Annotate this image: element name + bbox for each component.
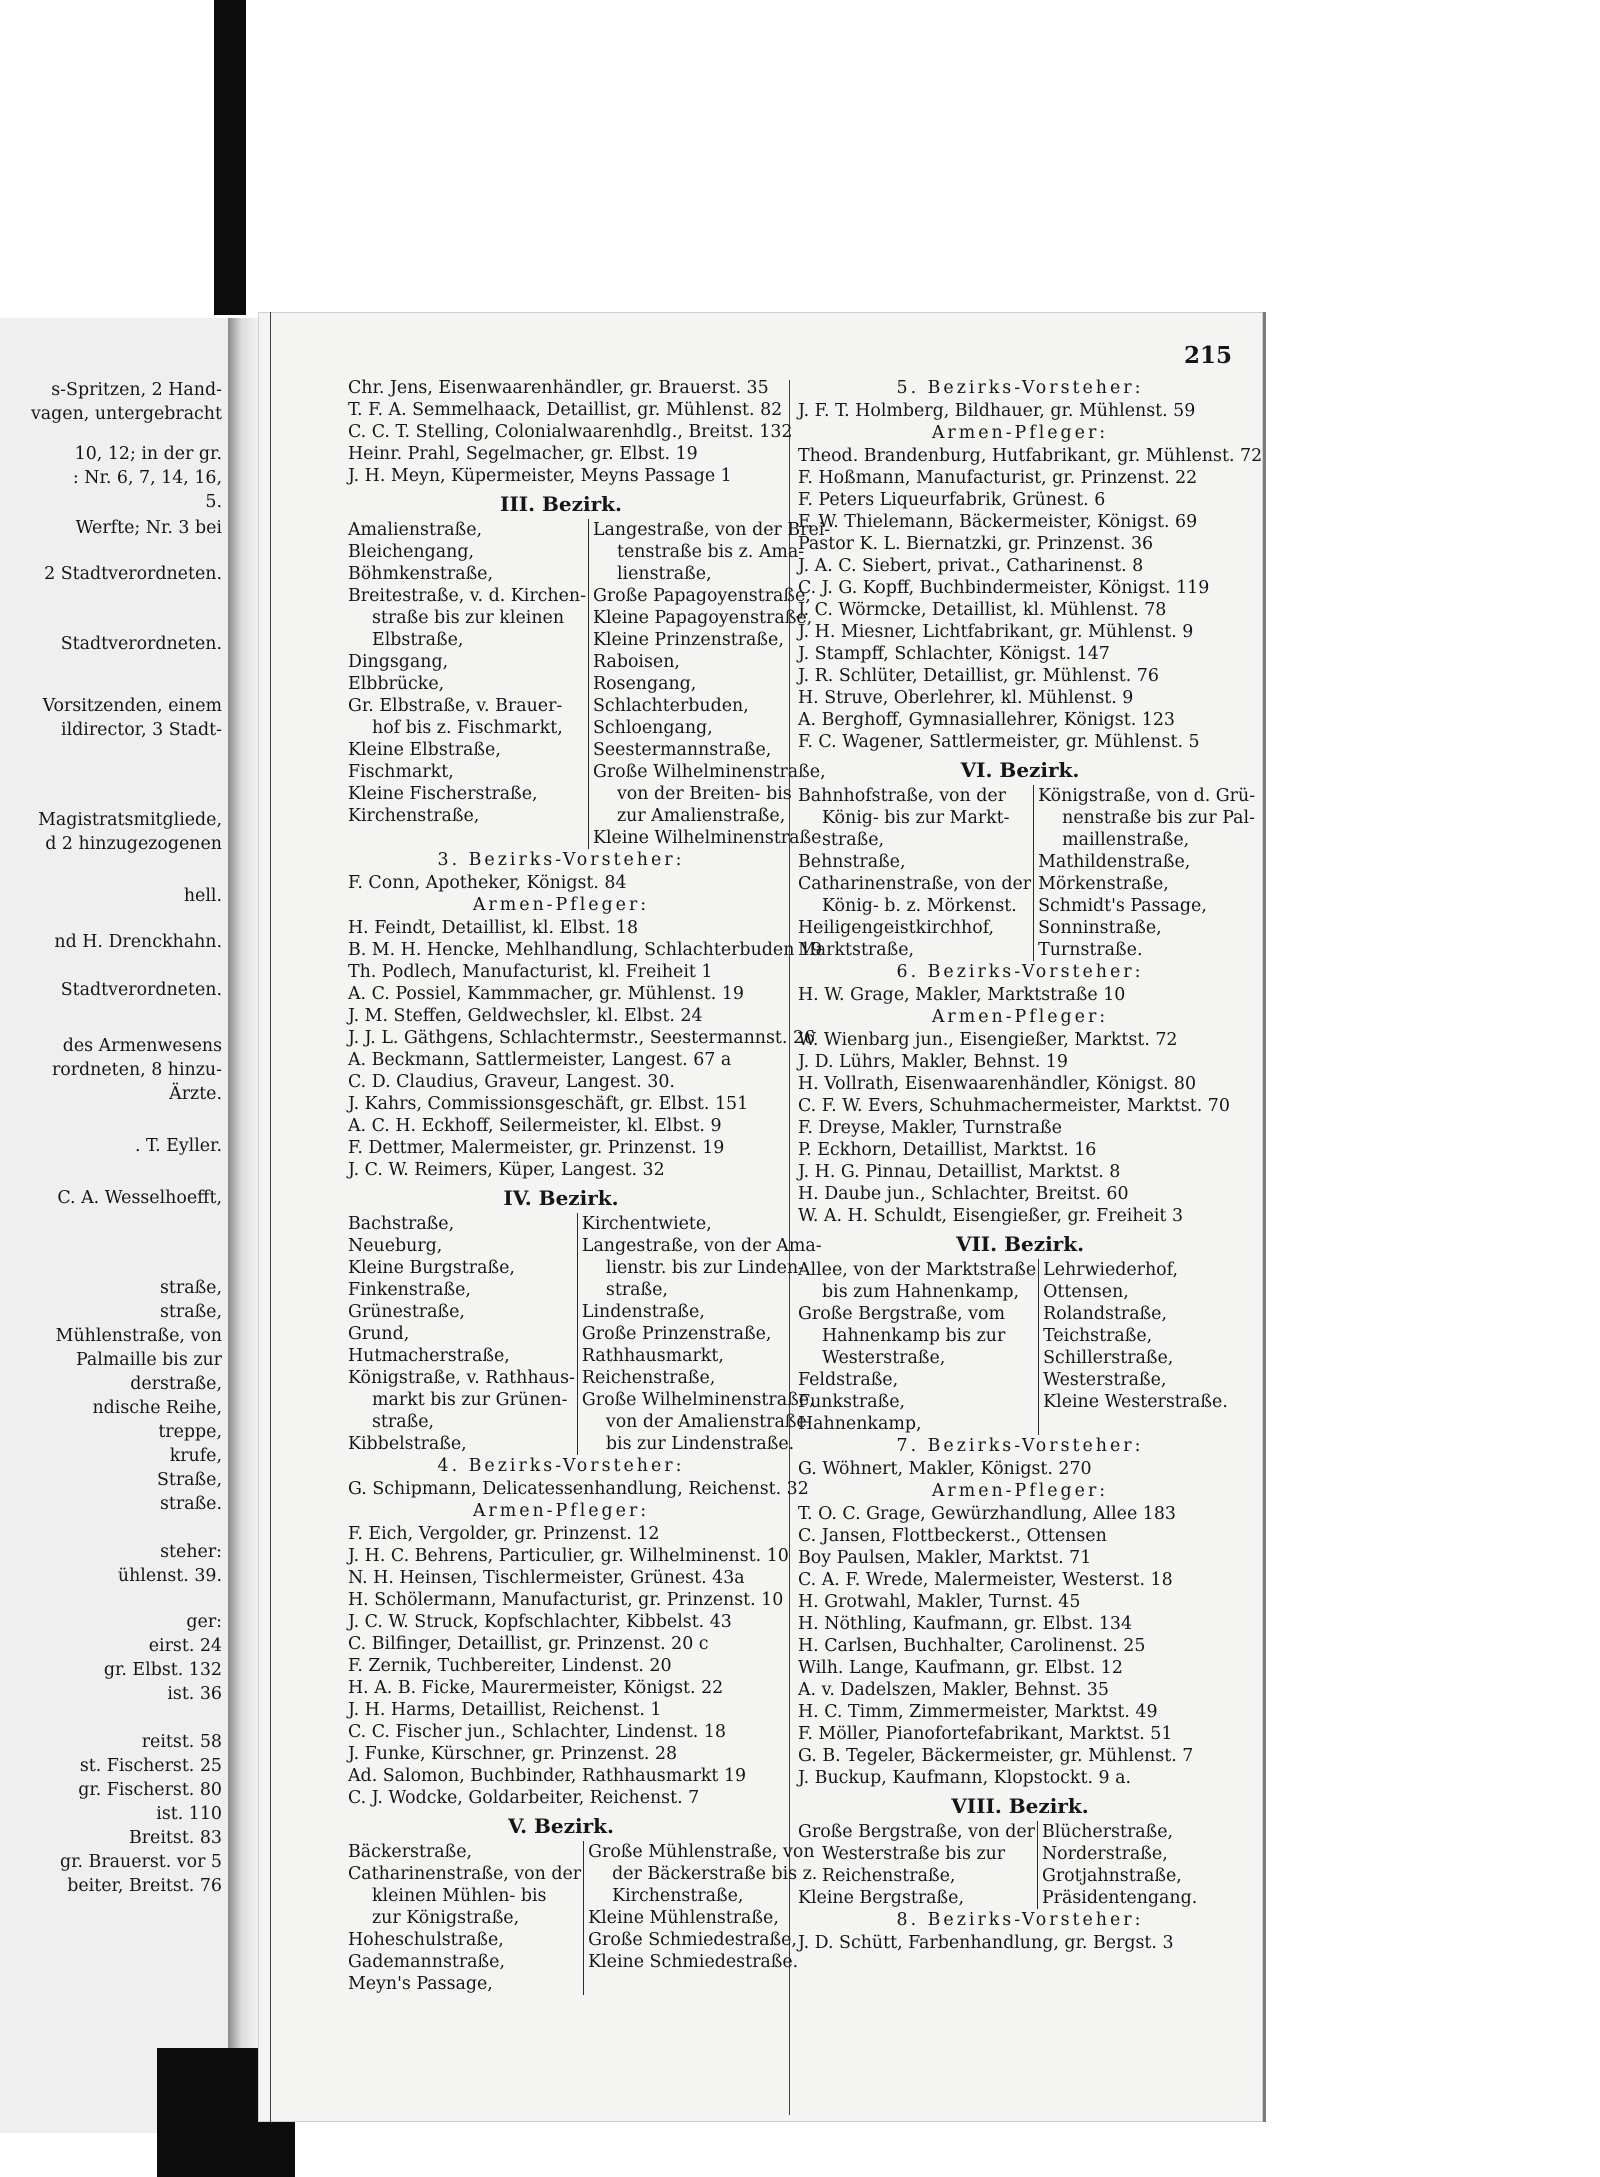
street-line: Rolandstraße, — [1043, 1304, 1167, 1324]
pfleger-line: J. H. C. Behrens, Particulier, gr. Wilhelminenst. 10 — [348, 1546, 789, 1566]
street-line: Bäckerstraße, — [348, 1842, 473, 1862]
bezirk-6-vorsteher: H. W. Grage, Makler, Marktstraße 10 — [798, 985, 1126, 1005]
bezirk-5-pfleger-list — [798, 445, 1263, 753]
street-line: bis zur Lindenstraße. — [605, 1434, 795, 1454]
pfleger-line: J. J. L. Gäthgens, Schlachtermstr., Seestermannst. 26 — [348, 1028, 816, 1048]
bezirk-7-vorsteher-title: 7. Bezirks-Vorsteher: — [896, 1436, 1144, 1456]
left-page-fragment: Werfte; Nr. 3 bei — [75, 518, 222, 538]
bezirk-5-streets-right — [584, 1841, 817, 1995]
street-line: Dingsgang, — [348, 652, 449, 672]
street-line: maillenstraße, — [1062, 830, 1190, 850]
pfleger-line: C. D. Claudius, Graveur, Langest. 30. — [348, 1072, 675, 1092]
pfleger-line: B. M. H. Hencke, Mehlhandlung, Schlachterbuden 19 — [348, 940, 823, 960]
pfleger-line: H. A. B. Ficke, Maurermeister, Königst. 22 — [348, 1678, 724, 1698]
pfleger-line: Boy Paulsen, Makler, Marktst. 71 — [798, 1548, 1092, 1568]
street-line: Kirchenstraße, — [612, 1886, 744, 1906]
bezirk-5-streets-left — [348, 1841, 584, 1995]
bezirk-8-heading: VIII. Bezirk. — [951, 1794, 1089, 1818]
bezirk-5-pfleger-title: Armen-Pfleger: — [931, 423, 1109, 443]
street-line: Langestraße, von der Ama- — [581, 1236, 822, 1256]
street-line: Große Bergstraße, von der — [798, 1822, 1035, 1842]
street-line: hof bis z. Fischmarkt, — [372, 718, 563, 738]
street-line: straße bis zur kleinen — [372, 608, 565, 628]
left-page — [0, 318, 230, 2133]
pfleger-line: F. C. Wagener, Sattlermeister, gr. Mühlenst. 5 — [798, 732, 1200, 752]
street-line: Grünestraße, — [348, 1302, 465, 1322]
pfleger-line: G. B. Tegeler, Bäckermeister, gr. Mühlenst. 7 — [798, 1746, 1194, 1766]
pfleger-line: J. H. Harms, Detaillist, Reichenst. 1 — [348, 1700, 662, 1720]
left-page-fragment: straße, — [159, 1302, 222, 1322]
pfleger-line: H. Feindt, Detaillist, kl. Elbst. 18 — [348, 918, 639, 938]
street-line: Teichstraße, — [1043, 1326, 1153, 1346]
street-line: Kleine Bergstraße, — [798, 1888, 964, 1908]
bezirk-4-streets — [348, 1213, 822, 1455]
top-entries — [348, 377, 793, 487]
street-line: der Bäckerstraße bis z. — [612, 1864, 818, 1884]
street-line: von der Breiten- bis — [616, 784, 792, 804]
pfleger-line: J. H. G. Pinnau, Detaillist, Marktst. 8 — [798, 1162, 1121, 1182]
pfleger-line: J. D. Lührs, Makler, Behnst. 19 — [798, 1052, 1068, 1072]
street-line: von der Amalienstraße — [605, 1412, 807, 1432]
street-line: Schloengang, — [592, 718, 713, 738]
pfleger-line: H. Carlsen, Buchhalter, Carolinenst. 25 — [798, 1636, 1146, 1656]
street-line: Lehrwiederhof, — [1043, 1260, 1178, 1280]
street-line: Schmidt's Passage, — [1038, 896, 1207, 916]
pfleger-line: F. Dreyse, Makler, Turnstraße — [798, 1118, 1062, 1138]
entry-line: Heinr. Prahl, Segelmacher, gr. Elbst. 19 — [348, 444, 698, 464]
street-line: straße, — [822, 830, 885, 850]
pfleger-line: W. Wienbarg jun., Eisengießer, Marktst. 72 — [798, 1030, 1178, 1050]
street-line: Bleichengang, — [348, 542, 474, 562]
bezirk-6-streets-left — [798, 785, 1034, 961]
pfleger-line: C. J. Wodcke, Goldarbeiter, Reichenst. 7 — [348, 1788, 700, 1808]
entry-line: Chr. Jens, Eisenwaarenhändler, gr. Brauerst. 35 — [348, 378, 769, 398]
street-line: zur Amalienstraße, — [616, 806, 786, 826]
street-line: Hoheschulstraße, — [348, 1930, 504, 1950]
street-line: Fischmarkt, — [348, 762, 454, 782]
street-line: König- bis zur Markt- — [822, 808, 1010, 828]
street-line: Amalienstraße, — [348, 520, 483, 540]
left-page-fragment: treppe, — [158, 1422, 222, 1442]
column-left — [348, 377, 831, 1995]
bezirk-3-pfleger-list — [348, 917, 823, 1181]
pfleger-line: H. Grotwahl, Makler, Turnst. 45 — [798, 1592, 1081, 1612]
pfleger-line: A. C. H. Eckhoff, Seilermeister, kl. Elbst. 9 — [348, 1116, 722, 1136]
left-page-fragment: des Armenwesens — [62, 1036, 222, 1056]
street-line: Marktstraße, — [798, 940, 915, 960]
bezirk-6-pfleger-list — [798, 1029, 1242, 1227]
street-line: Bachstraße, — [348, 1214, 455, 1234]
bezirk-7-streets — [798, 1259, 1242, 1435]
bezirk-4-vorsteher: G. Schipmann, Delicatessenhandlung, Reichenst. 32 — [348, 1479, 809, 1499]
bezirk-7-pfleger-title: Armen-Pfleger: — [931, 1481, 1109, 1501]
street-line: tenstraße bis z. Ama- — [616, 542, 805, 562]
pfleger-line: F. Peters Liqueurfabrik, Grünest. 6 — [798, 490, 1106, 510]
left-page-fragment: krufe, — [169, 1446, 222, 1466]
bezirk-5-vorsteher: J. F. T. Holmberg, Bildhauer, gr. Mühlenst. 59 — [798, 401, 1196, 421]
bezirk-8-streets — [798, 1821, 1242, 1909]
street-line: straße, — [372, 1412, 435, 1432]
left-page-fragment: ndische Reihe, — [92, 1398, 222, 1418]
street-line: kleinen Mühlen- bis — [372, 1886, 547, 1906]
bezirk-4-pfleger-list — [348, 1523, 789, 1809]
pfleger-line: J. Funke, Kürschner, gr. Prinzenst. 28 — [348, 1744, 678, 1764]
street-line: Elbbrücke, — [348, 674, 445, 694]
entry-line: C. C. T. Stelling, Colonialwaarenhdlg., Breitst. 132 — [348, 422, 793, 442]
right-page — [258, 312, 1266, 2122]
street-line: Finkenstraße, — [348, 1280, 471, 1300]
street-line: Kleine Mühlenstraße, — [588, 1908, 779, 1928]
left-page-fragment: C. A. Wesselhoefft, — [57, 1188, 222, 1208]
column-right — [798, 377, 1263, 1954]
pfleger-line: A. C. Possiel, Kammmacher, gr. Mühlenst. 19 — [348, 984, 744, 1004]
street-line: Rathhausmarkt, — [581, 1346, 724, 1366]
bezirk-4-streets-right — [578, 1213, 822, 1455]
street-line: Kibbelstraße, — [348, 1434, 467, 1454]
street-line: Reichenstraße, — [822, 1866, 956, 1886]
left-page-fragment: stehеr: — [160, 1542, 222, 1562]
left-page-fragment: vagen, untergebracht — [30, 404, 222, 424]
bezirk-6-heading: VI. Bezirk. — [960, 758, 1080, 782]
street-line: Große Bergstraße, vom — [798, 1304, 1005, 1324]
left-page-fragment: ildirector, 3 Stadt- — [61, 720, 222, 740]
bezirk-4-streets-left — [348, 1213, 578, 1455]
street-line: Hahnenkamp, — [798, 1414, 922, 1434]
pfleger-line: Ad. Salomon, Buchbinder, Rathhausmarkt 19 — [348, 1766, 747, 1786]
street-line: Kleine Papagoyenstraße, — [592, 608, 813, 628]
left-page-fragment: nd H. Drenckhahn. — [54, 932, 222, 952]
left-page-fragment: ühlenst. 39. — [117, 1566, 222, 1586]
pfleger-line: H. Struve, Oberlehrer, kl. Mühlenst. 9 — [798, 688, 1134, 708]
street-line: Mörkenstraße, — [1038, 874, 1169, 894]
street-line: Funkstraße, — [798, 1392, 906, 1412]
page-number: 215 — [1183, 342, 1232, 369]
left-page-fragment: beiter, Breitst. 76 — [67, 1876, 222, 1896]
street-line: Kleine Westerstraße. — [1043, 1392, 1228, 1412]
street-line: Norderstraße, — [1041, 1844, 1168, 1864]
street-line: Schillerstraße, — [1043, 1348, 1174, 1368]
pfleger-line: A. v. Dadelszen, Makler, Behnst. 35 — [798, 1680, 1109, 1700]
pfleger-line: C. J. G. Kopff, Buchbindermeister, Königst. 119 — [798, 578, 1210, 598]
pfleger-line: J. A. C. Siebert, privat., Catharinenst. 8 — [798, 556, 1144, 576]
bezirk-7-pfleger-list — [798, 1503, 1242, 1789]
street-line: Reichenstraße, — [581, 1368, 716, 1388]
entry-line: T. F. A. Semmelhaack, Detaillist, gr. Mühlenst. 82 — [348, 400, 783, 420]
street-line: Königstraße, v. Rathhaus- — [348, 1368, 575, 1388]
street-line: Seestermannstraße, — [592, 740, 772, 760]
left-page-fragment: gr. Fischerst. 80 — [78, 1780, 222, 1800]
pfleger-line: A. Beckmann, Sattlermeister, Langest. 67 a — [348, 1050, 732, 1070]
bezirk-7-heading: VII. Bezirk. — [955, 1232, 1085, 1256]
left-page-fragment: rordneten, 8 hinzu- — [51, 1060, 222, 1080]
pfleger-line: F. Eich, Vergolder, gr. Prinzenst. 12 — [348, 1524, 660, 1544]
left-page-fragment: gr. Brauerst. vor 5 — [59, 1852, 222, 1872]
bezirk-6-streets — [798, 785, 1256, 961]
left-page-fragment: eirst. 24 — [148, 1636, 222, 1656]
left-page-fragment: hell. — [183, 886, 222, 906]
street-line: Gr. Elbstraße, v. Brauer- — [348, 696, 563, 716]
left-page-fragment: : Nr. 6, 7, 14, 16, — [72, 468, 222, 488]
street-line: Hutmacherstraße, — [348, 1346, 510, 1366]
street-line: Catharinenstraße, von der — [798, 874, 1032, 894]
street-line: straße, — [605, 1280, 668, 1300]
bezirk-4-vorsteher-title: 4. Bezirks-Vorsteher: — [437, 1456, 685, 1476]
left-page-fragment: Breitst. 83 — [128, 1828, 222, 1848]
street-line: Böhmkenstraße, — [348, 564, 494, 584]
street-line: Kleine Fischerstraße, — [348, 784, 538, 804]
bezirk-7-streets-left — [798, 1259, 1039, 1435]
left-page-fragment: 5. — [205, 492, 222, 512]
page-edge-line — [270, 312, 271, 2122]
street-line: Ottensen, — [1043, 1282, 1129, 1302]
street-line: Kleine Prinzenstraße, — [592, 630, 784, 650]
street-line: Westerstraße, — [1043, 1370, 1167, 1390]
pfleger-line: W. A. H. Schuldt, Eisengießer, gr. Freiheit 3 — [798, 1206, 1184, 1226]
pfleger-line: H. Schölermann, Manufacturist, gr. Prinzenst. 10 — [348, 1590, 784, 1610]
street-line: Kleine Elbstraße, — [348, 740, 501, 760]
street-line: Mathildenstraße, — [1038, 852, 1191, 872]
bezirk-8-vorsteher-title: 8. Bezirks-Vorsteher: — [896, 1910, 1144, 1930]
pfleger-line: A. Berghoff, Gymnasiallehrer, Königst. 123 — [798, 710, 1175, 730]
street-line: Grund, — [348, 1324, 410, 1344]
street-line: Kleine Schmiedestraße. — [588, 1952, 799, 1972]
pfleger-line: F. Möller, Pianofortefabrikant, Marktst. 51 — [798, 1724, 1173, 1744]
pfleger-line: J. Kahrs, Commissionsgeschäft, gr. Elbst. 151 — [348, 1094, 749, 1114]
bezirk-7-vorsteher: G. Wöhnert, Makler, Königst. 270 — [798, 1459, 1092, 1479]
street-line: lienstraße, — [616, 564, 712, 584]
pfleger-line: C. F. W. Evers, Schuhmachermeister, Marktst. 70 — [798, 1096, 1230, 1116]
bezirk-3-heading: III. Bezirk. — [500, 492, 622, 516]
entry-line: J. H. Meyn, Küpermeister, Meyns Passage 1 — [348, 466, 732, 486]
bezirk-5-streets — [348, 1841, 818, 1995]
bezirk-8-vorsteher: J. D. Schütt, Farbenhandlung, gr. Bergst. 3 — [798, 1933, 1174, 1953]
street-line: Hahnenkamp bis zur — [822, 1326, 1006, 1346]
street-line: Große Prinzenstraße, — [581, 1324, 772, 1344]
pfleger-line: Pastor K. L. Biernatzki, gr. Prinzenst. 36 — [798, 534, 1154, 554]
street-line: Große Wilhelminenstraße, — [581, 1390, 815, 1410]
bezirk-4-pfleger-title: Armen-Pfleger: — [472, 1501, 650, 1521]
left-page-fragment: Stadtverordneten. — [60, 634, 222, 654]
bezirk-5-heading: V. Bezirk. — [508, 1814, 614, 1838]
left-page-fragment: gr. Elbst. 132 — [103, 1660, 222, 1680]
bezirk-3-streets-left — [348, 519, 589, 849]
left-page-fragment: d 2 hinzugezogenen — [45, 834, 222, 854]
pfleger-line: C. C. Fischer jun., Schlachter, Lindenst. 18 — [348, 1722, 726, 1742]
left-page-fragment: 2 Stadtverordneten. — [44, 564, 222, 584]
street-line: Feldstraße, — [798, 1370, 899, 1390]
street-line: Neueburg, — [348, 1236, 443, 1256]
street-line: Kleine Burgstraße, — [348, 1258, 515, 1278]
left-page-fragment: 10, 12; in der gr. — [74, 444, 222, 464]
street-line: Schlachterbuden, — [592, 696, 749, 716]
left-page-fragment: Palmaille bis zur — [75, 1350, 222, 1370]
bezirk-3-streets-right — [589, 519, 830, 849]
street-line: Rosengang, — [592, 674, 697, 694]
street-line: Kirchenstraße, — [348, 806, 480, 826]
left-page-fragment: Mühlenstraße, von — [55, 1326, 222, 1346]
pfleger-line: J. Buckup, Kaufmann, Klopstockt. 9 a. — [798, 1768, 1131, 1788]
pfleger-line: C. Jansen, Flottbeckerst., Ottensen — [798, 1526, 1107, 1546]
left-page-fragment: Vorsitzenden, einem — [42, 696, 222, 716]
pfleger-line: Theod. Brandenburg, Hutfabrikant, gr. Mühlenst. 72 — [798, 446, 1263, 466]
street-line: Große Schmiedestraße, — [588, 1930, 797, 1950]
spine-tab-top — [214, 0, 246, 315]
street-line: Allee, von der Marktstraße — [798, 1260, 1037, 1280]
pfleger-line: H. Daube jun., Schlachter, Breitst. 60 — [798, 1184, 1129, 1204]
street-line: Heiligengeistkirchhof, — [798, 918, 995, 938]
street-line: Westerstraße, — [822, 1348, 946, 1368]
left-page-fragment: ger: — [186, 1612, 222, 1632]
pfleger-line: F. Dettmer, Malermeister, gr. Prinzenst. 19 — [348, 1138, 725, 1158]
street-line: Gademannstraße, — [348, 1952, 505, 1972]
street-line: Breitestraße, v. d. Kirchen- — [348, 586, 586, 606]
street-line: Bahnhofstraße, von der — [798, 786, 1006, 806]
bezirk-3-pfleger-title: Armen-Pfleger: — [472, 895, 650, 915]
pfleger-line: Wilh. Lange, Kaufmann, gr. Elbst. 12 — [798, 1658, 1123, 1678]
street-line: nenstraße bis zur Pal- — [1062, 808, 1255, 828]
pfleger-line: J. C. Wörmcke, Detaillist, kl. Mühlenst. 78 — [798, 600, 1167, 620]
left-page-fragment: derstraße, — [130, 1374, 222, 1394]
pfleger-line: J. C. W. Reimers, Küper, Langest. 32 — [348, 1160, 665, 1180]
bezirk-8-streets-left — [798, 1821, 1038, 1909]
pfleger-line: J. Stampff, Schlachter, Königst. 147 — [798, 644, 1110, 664]
street-line: König- b. z. Mörkenst. — [822, 896, 1017, 916]
bezirk-7-streets-right — [1039, 1259, 1242, 1435]
bezirk-6-vorsteher-title: 6. Bezirks-Vorsteher: — [896, 962, 1144, 982]
left-page-fragment: . T. Eyller. — [134, 1136, 222, 1156]
street-line: Lindenstraße, — [581, 1302, 705, 1322]
pfleger-line: C. A. F. Wrede, Malermeister, Westerst. 18 — [798, 1570, 1173, 1590]
bezirk-6-streets-right — [1034, 785, 1255, 961]
pfleger-line: J. H. Miesner, Lichtfabrikant, gr. Mühlenst. 9 — [798, 622, 1194, 642]
street-line: Meyn's Passage, — [348, 1974, 493, 1994]
left-page-fragment: Stadtverordneten. — [60, 980, 222, 1000]
street-line: Catharinenstraße, von der — [348, 1864, 582, 1884]
street-line: bis zum Hahnenkamp, — [822, 1282, 1020, 1302]
bezirk-4-heading: IV. Bezirk. — [503, 1186, 619, 1210]
pfleger-line: N. H. Heinsen, Tischlermeister, Grünest. 43a — [348, 1568, 745, 1588]
street-line: Große Mühlenstraße, von — [588, 1842, 815, 1862]
pfleger-line: J. M. Steffen, Geldwechsler, kl. Elbst. 24 — [348, 1006, 703, 1026]
street-line: lienstr. bis zur Linden- — [605, 1258, 805, 1278]
bezirk-5-vorsteher-title: 5. Bezirks-Vorsteher: — [896, 378, 1144, 398]
pfleger-line: H. C. Timm, Zimmermeister, Marktst. 49 — [798, 1702, 1158, 1722]
pfleger-line: H. Nöthling, Kaufmann, gr. Elbst. 134 — [798, 1614, 1133, 1634]
left-page-fragment: Straße, — [156, 1470, 222, 1490]
street-line: Kirchentwiete, — [581, 1214, 712, 1234]
bezirk-3-vorsteher: F. Conn, Apotheker, Königst. 84 — [348, 873, 627, 893]
pfleger-line: J. R. Schlüter, Detaillist, gr. Mühlenst. 76 — [798, 666, 1159, 686]
left-page-fragment: Magistratsmitgliede, — [38, 810, 222, 830]
street-line: Westerstraße bis zur — [822, 1844, 1006, 1864]
street-line: markt bis zur Grünen- — [372, 1390, 568, 1410]
left-page-fragment: straße, — [159, 1278, 222, 1298]
left-page-fragment: Ärzte. — [169, 1084, 222, 1104]
pfleger-line: T. O. C. Grage, Gewürzhandlung, Allee 183 — [798, 1504, 1176, 1524]
left-page-fragment: ist. 110 — [156, 1804, 222, 1824]
street-line: Elbstraße, — [372, 630, 464, 650]
page-gutter — [228, 318, 258, 2133]
bezirk-8-streets-right — [1038, 1821, 1242, 1909]
bezirk-3-vorsteher-title: 3. Bezirks-Vorsteher: — [437, 850, 685, 870]
left-page-fragment: reitst. 58 — [141, 1732, 222, 1752]
left-page-fragment: straße. — [159, 1494, 222, 1514]
street-line: Behnstraße, — [798, 852, 906, 872]
street-line: Königstraße, von d. Grü- — [1038, 786, 1256, 806]
street-line: Langestraße, von der Brei- — [592, 520, 831, 540]
pfleger-line: F. Zernik, Tuchbereiter, Lindenst. 20 — [348, 1656, 672, 1676]
street-line: Raboisen, — [592, 652, 680, 672]
street-line: Blücherstraße, — [1041, 1822, 1174, 1842]
pfleger-line: F. Hoßmann, Manufacturist, gr. Prinzenst. 22 — [798, 468, 1198, 488]
street-line: zur Königstraße, — [372, 1908, 520, 1928]
bezirk-3-streets — [348, 519, 831, 849]
pfleger-line: C. Bilfinger, Detaillist, gr. Prinzenst. 20 c — [348, 1634, 709, 1654]
pfleger-line: P. Eckhorn, Detaillist, Marktst. 16 — [798, 1140, 1097, 1160]
pfleger-line: Th. Podlech, Manufacturist, kl. Freiheit 1 — [348, 962, 713, 982]
left-page-fragment: ist. 36 — [167, 1684, 222, 1704]
street-line: Grotjahnstraße, — [1041, 1866, 1182, 1886]
street-line: Kleine Wilhelminenstraße — [592, 828, 822, 848]
pfleger-line: F. W. Thielemann, Bäckermeister, Königst. 69 — [798, 512, 1198, 532]
street-line: Große Papagoyenstraße, — [592, 586, 811, 606]
pfleger-line: J. C. W. Struck, Kopfschlachter, Kibbelst. 43 — [348, 1612, 732, 1632]
street-line: Große Wilhelminenstraße, — [592, 762, 826, 782]
street-line: Sonninstraße, — [1038, 918, 1162, 938]
bezirk-6-pfleger-title: Armen-Pfleger: — [931, 1007, 1109, 1027]
street-line: Präsidentengang. — [1041, 1888, 1198, 1908]
pfleger-line: H. Vollrath, Eisenwaarenhändler, Königst. 80 — [798, 1074, 1197, 1094]
street-line: Turnstraße. — [1038, 940, 1143, 960]
left-page-fragment: st. Fischerst. 25 — [79, 1756, 222, 1776]
left-page-fragment: s-Spritzen, 2 Hand- — [51, 380, 222, 400]
